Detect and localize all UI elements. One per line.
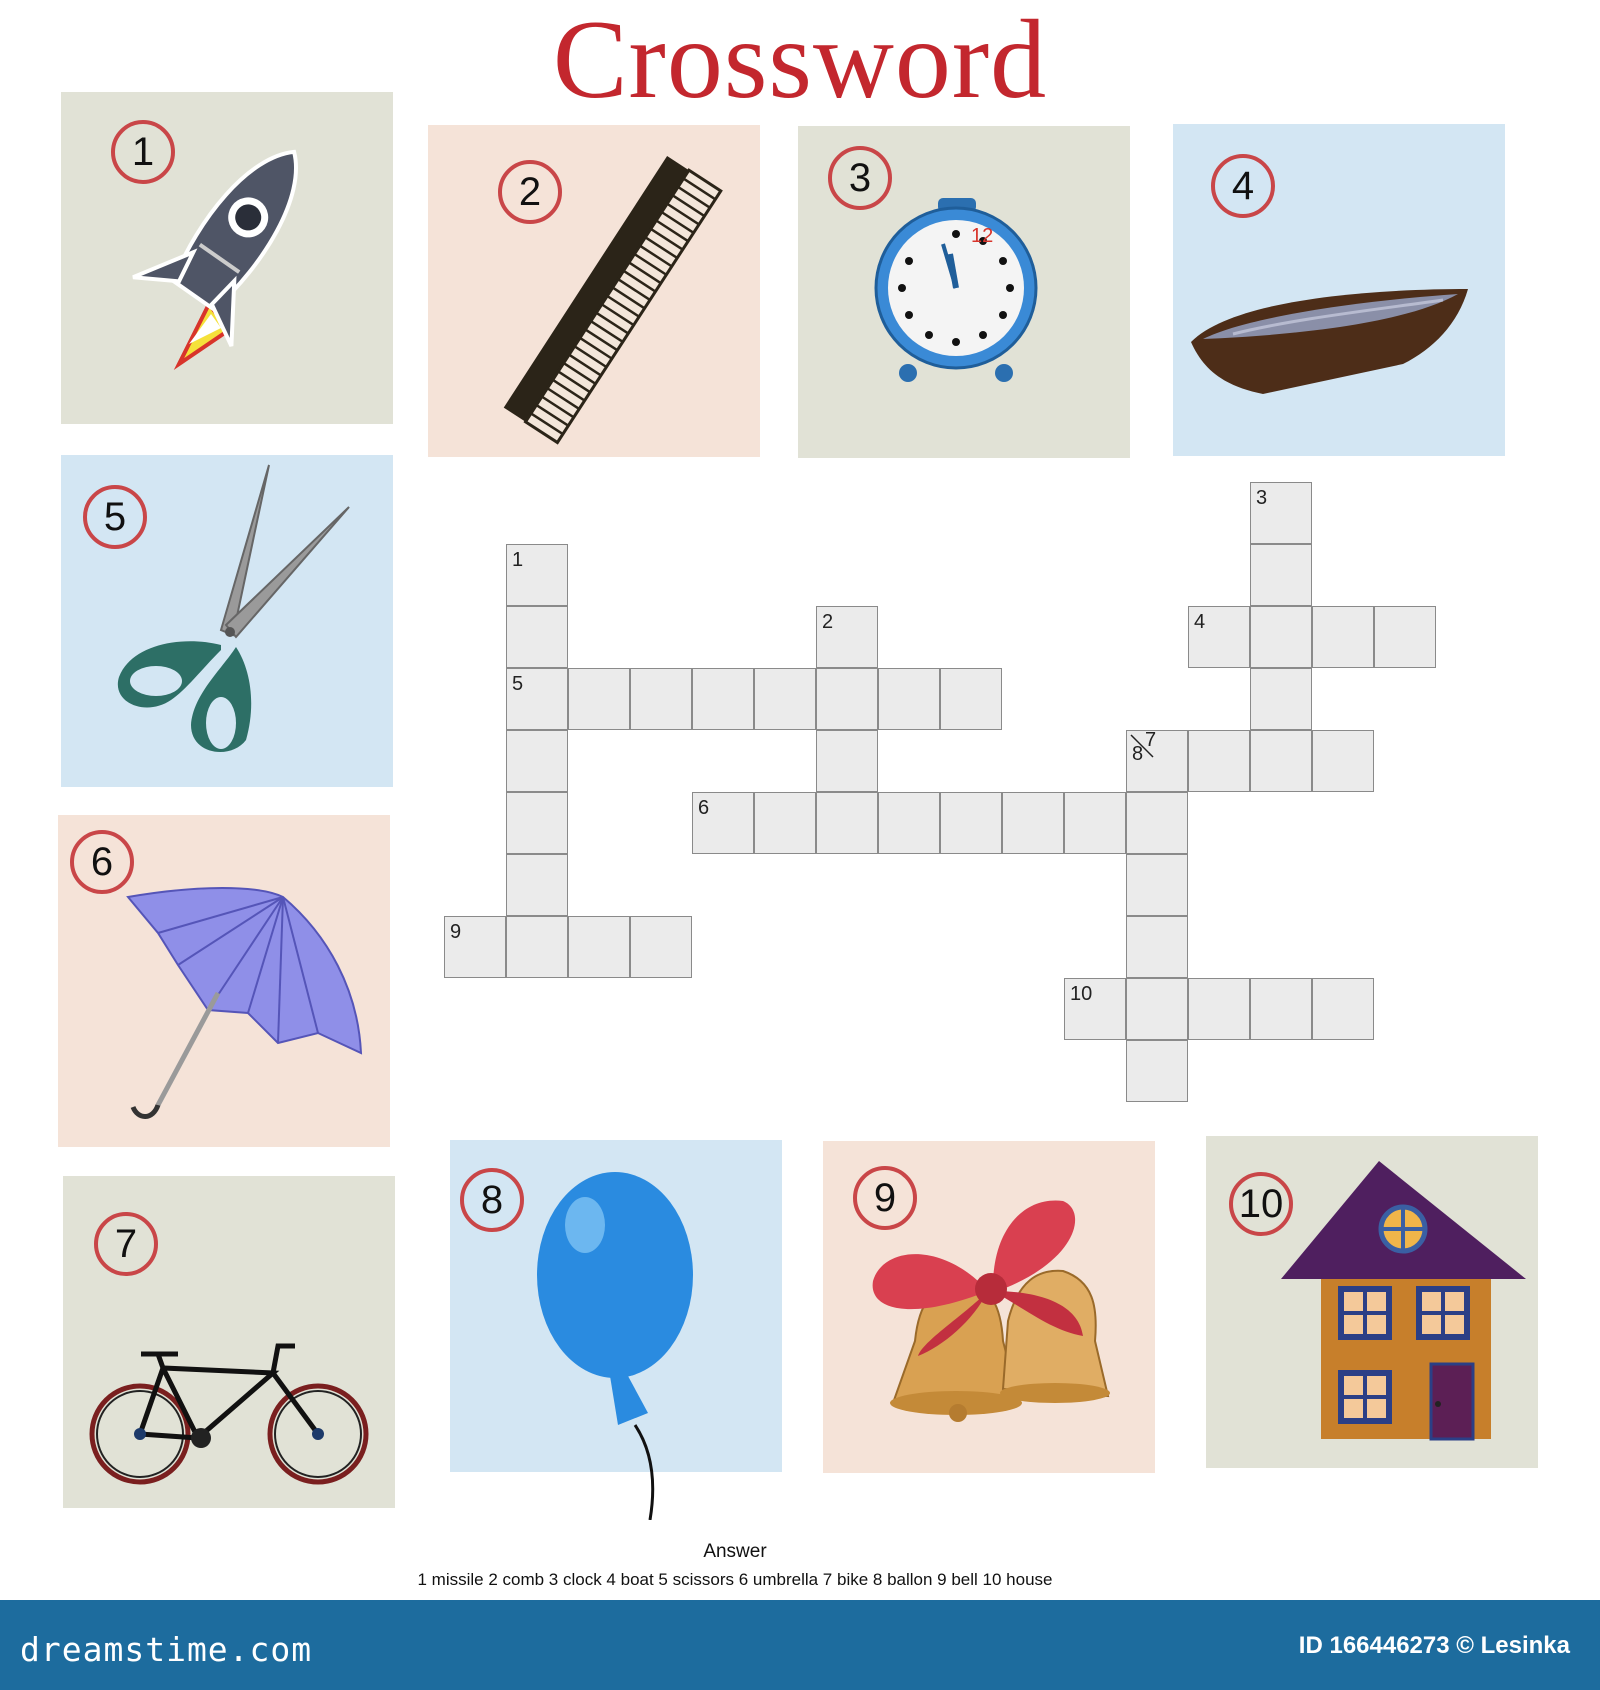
crossword-cell[interactable]	[1250, 730, 1312, 792]
answer-list: 1 missile 2 comb 3 clock 4 boat 5 scissors 6 umbrella 7 bike 8 ballon 9 bell 10 house	[417, 1570, 1053, 1589]
clue-number-3: 3	[1256, 487, 1268, 509]
balloon-string	[600, 1420, 660, 1520]
crossword-cell[interactable]	[1250, 668, 1312, 730]
brand-logo-text: dreamstime.com	[20, 1630, 313, 1669]
crossword-cell[interactable]	[754, 792, 816, 854]
picture-card-6	[58, 815, 390, 1147]
clue-number-10: 10	[1070, 983, 1093, 1005]
crossword-cell[interactable]	[568, 916, 630, 978]
crossword-cell[interactable]	[692, 792, 754, 854]
crossword-cell[interactable]	[1126, 916, 1188, 978]
crossword-cell[interactable]	[1188, 606, 1250, 668]
crossword-cell[interactable]	[1250, 978, 1312, 1040]
clue-number-1: 1	[512, 549, 524, 571]
crossword-cell[interactable]	[1126, 978, 1188, 1040]
clock-12-label: 12	[971, 225, 994, 247]
crossword-cell[interactable]	[1126, 854, 1188, 916]
crossword-cell[interactable]	[754, 668, 816, 730]
picture-card-7	[63, 1176, 395, 1508]
crossword-cell[interactable]	[816, 668, 878, 730]
crossword-cell[interactable]	[1250, 544, 1312, 606]
crossword-cell[interactable]	[506, 544, 568, 606]
clue-number-9: 9	[450, 921, 462, 943]
crossword-cell[interactable]	[1188, 978, 1250, 1040]
card-number-badge: 6	[70, 830, 134, 894]
crossword-cell[interactable]	[1064, 978, 1126, 1040]
crossword-cell[interactable]	[630, 668, 692, 730]
picture-card-9	[823, 1141, 1155, 1473]
footer-bar	[0, 1600, 1600, 1690]
crossword-cell[interactable]	[878, 668, 940, 730]
picture-card-2	[428, 125, 760, 457]
crossword-cell[interactable]	[940, 668, 1002, 730]
crossword-cell[interactable]	[506, 792, 568, 854]
card-number-badge: 10	[1229, 1172, 1293, 1236]
crossword-cell[interactable]	[1126, 792, 1188, 854]
crossword-cell[interactable]	[878, 792, 940, 854]
crossword-cell[interactable]	[692, 668, 754, 730]
card-number-badge: 3	[828, 146, 892, 210]
diagonal-divider	[1127, 731, 1157, 761]
card-number-badge: 5	[83, 485, 147, 549]
crossword-cell[interactable]	[1312, 730, 1374, 792]
rocket-icon	[61, 92, 393, 424]
clue-number-2: 2	[822, 611, 834, 633]
crossword-cell[interactable]	[1250, 606, 1312, 668]
clue-number-5: 5	[512, 673, 524, 695]
crossword-cell[interactable]	[1064, 792, 1126, 854]
card-number-badge: 2	[498, 160, 562, 224]
card-number-badge: 9	[853, 1166, 917, 1230]
picture-card-4	[1173, 124, 1505, 456]
crossword-cell[interactable]	[816, 606, 878, 668]
crossword-cell[interactable]	[1002, 792, 1064, 854]
crossword-cell[interactable]	[1126, 1040, 1188, 1102]
clue-number-4: 4	[1194, 611, 1206, 633]
card-number-badge: 8	[460, 1168, 524, 1232]
crossword-cell[interactable]	[506, 606, 568, 668]
card-number-badge: 1	[111, 120, 175, 184]
crossword-cell[interactable]	[940, 792, 1002, 854]
card-number-badge: 7	[94, 1212, 158, 1276]
picture-card-1	[61, 92, 393, 424]
picture-card-5	[61, 455, 393, 787]
crossword-cell[interactable]	[506, 854, 568, 916]
picture-card-3	[798, 126, 1130, 458]
clue-number-8: 8	[1132, 743, 1144, 765]
picture-card-10	[1206, 1136, 1538, 1468]
card-number-badge: 4	[1211, 154, 1275, 218]
crossword-cell[interactable]	[816, 792, 878, 854]
crossword-cell[interactable]	[816, 730, 878, 792]
crossword-cell[interactable]	[444, 916, 506, 978]
crossword-cell[interactable]	[1126, 730, 1188, 792]
crossword-cell[interactable]	[1374, 606, 1436, 668]
page-title: Crossword	[552, 0, 1048, 122]
crossword-cell[interactable]	[1312, 606, 1374, 668]
crossword-cell[interactable]	[506, 730, 568, 792]
crossword-cell[interactable]	[506, 668, 568, 730]
image-credit: ID 166446273 © Lesinka	[1298, 1632, 1570, 1659]
crossword-cell[interactable]	[1312, 978, 1374, 1040]
clue-number-7: 7	[1145, 729, 1157, 751]
comb-icon	[428, 125, 760, 457]
crossword-cell[interactable]	[630, 916, 692, 978]
crossword-cell[interactable]	[568, 668, 630, 730]
clue-number-6: 6	[698, 797, 710, 819]
answer-heading: Answer	[703, 1541, 767, 1562]
crossword-cell[interactable]	[1188, 730, 1250, 792]
crossword-cell[interactable]	[1250, 482, 1312, 544]
crossword-cell[interactable]	[506, 916, 568, 978]
